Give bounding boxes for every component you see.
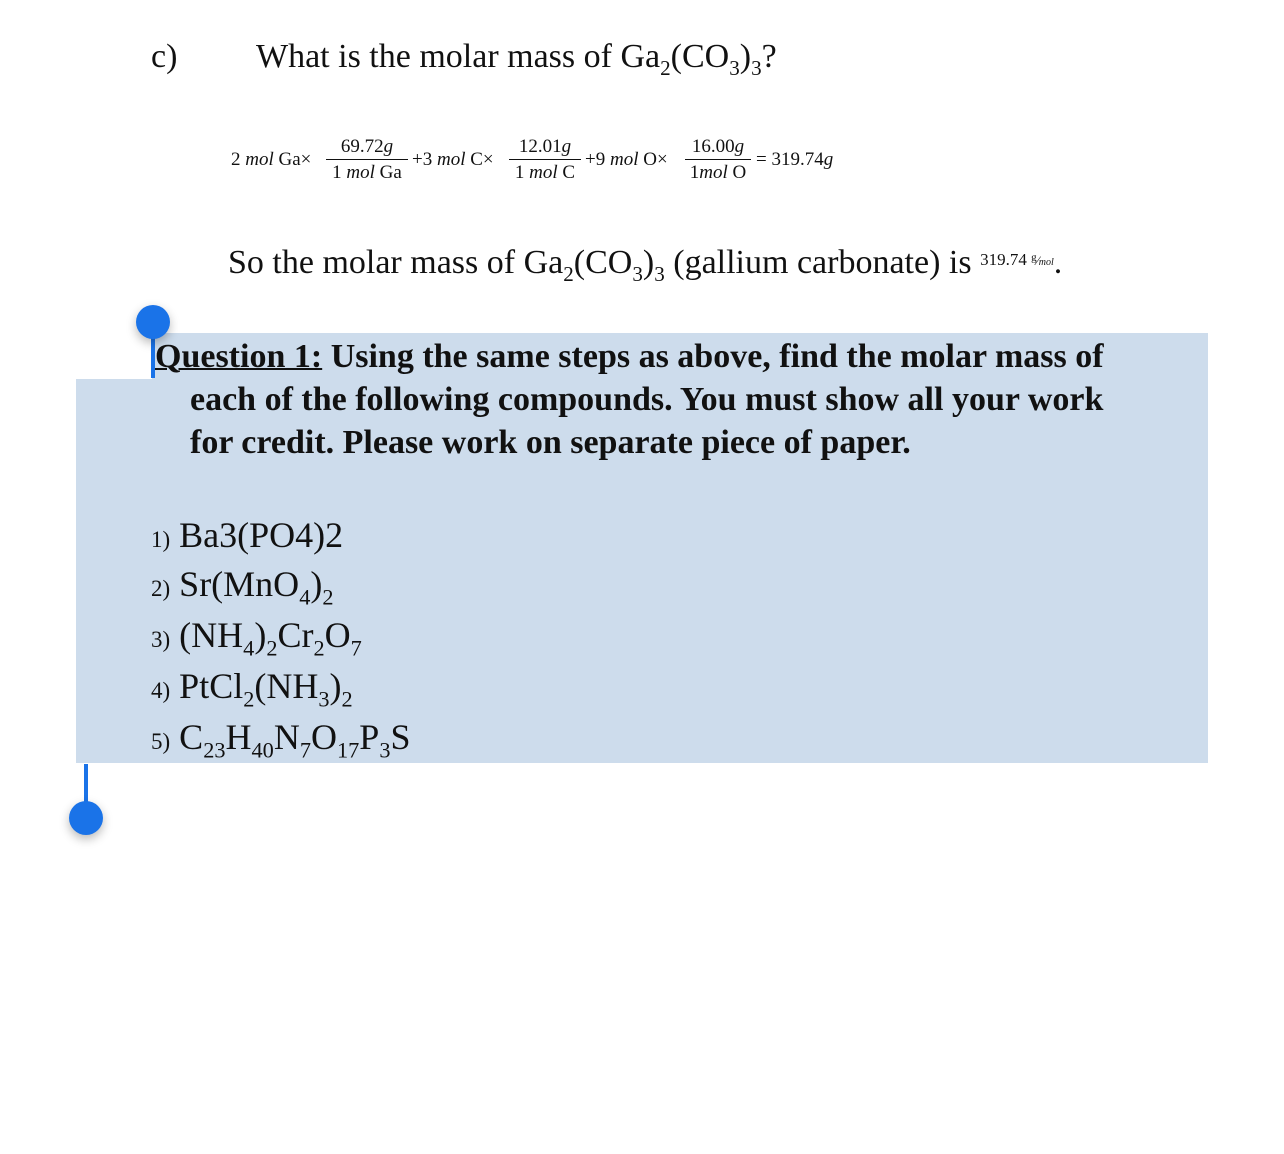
term1-fraction: 69.72g 1 mol Ga: [326, 136, 408, 184]
compound-item-4: 4) $PtCl_2(NH_3)_2$: [151, 666, 353, 712]
part-label: c): [151, 38, 178, 75]
question-1-line: each of the following compounds. You must show all your work: [190, 381, 1104, 418]
term1-coefficient: 2 mol Ga×: [231, 149, 312, 170]
term3-coefficient: +9 mol O×: [585, 149, 668, 170]
compound-item-1: 1) Ba3(PO4)2: [151, 515, 344, 555]
term2-coefficient: +3 mol C×: [412, 149, 494, 170]
question-1-line: Question 1: Using the same steps as above, find the molar mass of: [155, 338, 1104, 375]
conclusion-sentence: So the molar mass of $Ga_2(CO_3)_3$ (gallium carbonate) is $^{319.74 ^g⁄mol}$.: [228, 244, 1063, 286]
question-1-line: for credit. Please work on separate piece of paper.: [190, 424, 911, 461]
term2-fraction: 12.01g 1 mol C: [509, 136, 581, 184]
term3-fraction: 16.00g 1mol O: [685, 136, 751, 184]
molar-mass-value: 319.74 g⁄mol: [980, 249, 1054, 269]
selection-start-handle[interactable]: [136, 305, 170, 339]
compound-item-5: 5) $C_{23}H_{40}N_7O_{17}P_3S$: [151, 717, 411, 763]
selection-end-caret: [84, 764, 88, 804]
compound-item-2: 2) $Sr(MnO_4)_2$: [151, 564, 334, 610]
part-c-question: What is the molar mass of $Ga_2(CO_3)_3$?: [256, 38, 777, 80]
selection-start-caret: [151, 334, 155, 378]
question-1-label: Question 1:: [155, 338, 323, 375]
compound-item-3: 3) $(NH_4)_2Cr_2O_7$: [151, 615, 362, 661]
calculation-result: = 319.74g: [756, 149, 834, 170]
selection-end-handle[interactable]: [69, 801, 103, 835]
